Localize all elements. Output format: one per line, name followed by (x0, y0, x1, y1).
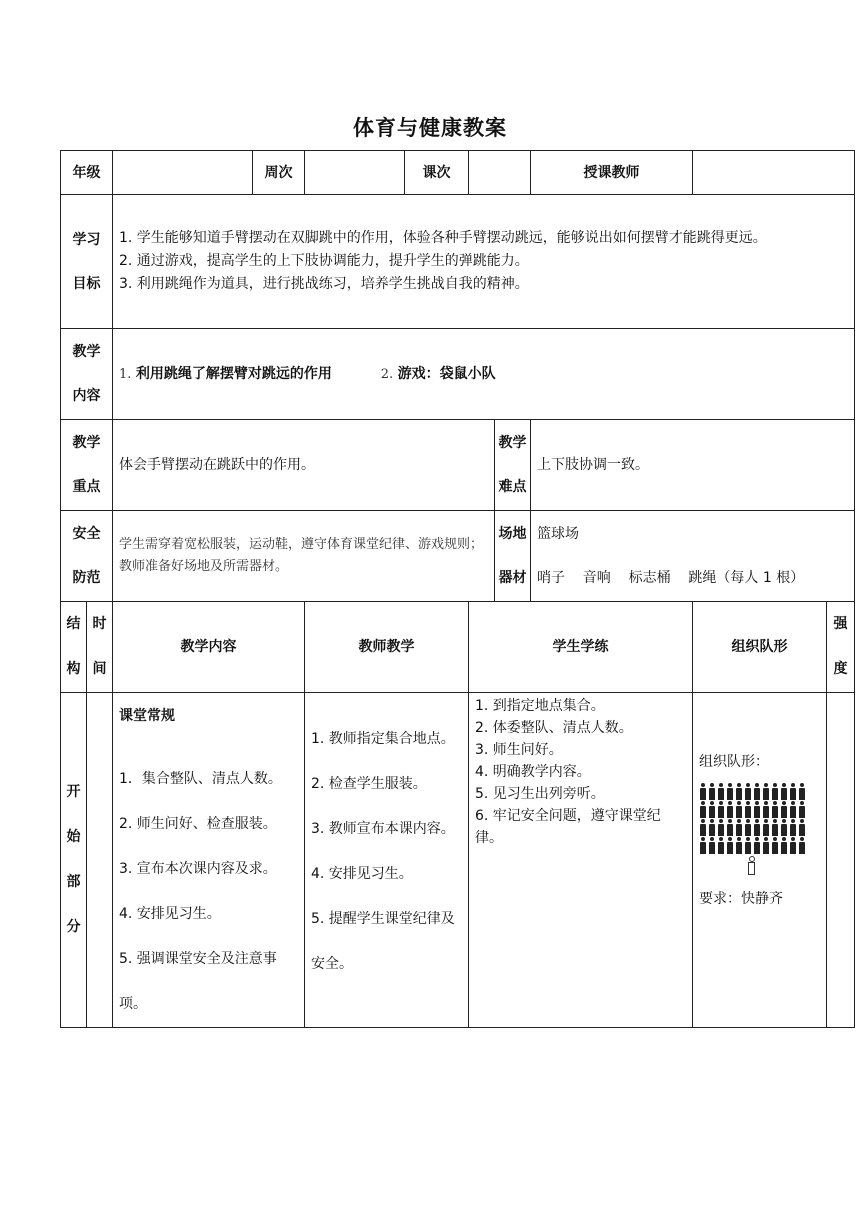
student-figure-icon (699, 783, 706, 800)
student-figure-icon (726, 819, 733, 836)
student-list (475, 695, 686, 849)
student-figure-icon (753, 783, 760, 800)
goals-row (61, 195, 855, 329)
start-intensity (827, 693, 855, 1028)
goal-item: 1. 学生能够知道手臂摆动在双脚跳中的作用，体验各种手臂摆动跳远，能够说出如何摆臂才能跳得更远。 (119, 230, 767, 246)
student-figure-icon (726, 801, 733, 818)
grade-value (113, 151, 253, 195)
col-intensity: 强 度 (827, 602, 855, 693)
student-figure-icon (789, 783, 796, 800)
week-label: 周次 (253, 151, 305, 195)
list-item: 1. 教师指定集合地点。 (311, 731, 455, 747)
goals-list (113, 195, 855, 329)
student-figure-icon (717, 783, 724, 800)
student-figure-icon (744, 801, 751, 818)
student-figure-icon (789, 801, 796, 818)
student-figure-icon (789, 819, 796, 836)
col-content: 教学内容 (113, 602, 305, 693)
student-figure-icon (735, 837, 742, 854)
student-figure-icon (789, 837, 796, 854)
col-time: 时 间 (87, 602, 113, 693)
list-item: 5. 强调课堂安全及注意事项。 (119, 951, 277, 1012)
student-figure-icon (699, 819, 706, 836)
student-figure-icon (798, 783, 805, 800)
list-item: 6. 牢记安全问题，遵守课堂纪律。 (475, 808, 661, 846)
lesson-label: 课次 (405, 151, 469, 195)
start-structure: 开 始 部 分 (61, 693, 87, 1028)
student-figure-icon (735, 801, 742, 818)
student-figure-icon (744, 783, 751, 800)
student-figure-icon (708, 783, 715, 800)
start-teacher (305, 693, 469, 1028)
formation-label: 组织队形： (699, 754, 769, 770)
col-structure: 结 构 (61, 602, 87, 693)
lesson-value (469, 151, 531, 195)
student-figure-icon (708, 837, 715, 854)
student-figure-icon (744, 819, 751, 836)
student-figure-icon (771, 837, 778, 854)
student-figure-icon (717, 837, 724, 854)
student-figure-icon (762, 801, 769, 818)
start-content (113, 693, 305, 1028)
start-section-row (61, 693, 855, 1028)
content-list (119, 757, 298, 1027)
student-figure-icon (762, 783, 769, 800)
student-figure-icon (798, 819, 805, 836)
content-item-2: 游戏：袋鼠小队 (397, 365, 496, 382)
teacher-figure-icon (747, 856, 755, 874)
start-time (87, 693, 113, 1028)
content-item-1: 利用跳绳了解摆臂对跳远的作用 (135, 365, 332, 382)
list-item: 2. 师生问好、检查服装。 (119, 816, 277, 832)
teacher-label: 授课教师 (531, 151, 693, 195)
safety-label: 安全 防范 (61, 511, 113, 602)
list-item: 3. 教师宣布本课内容。 (311, 821, 455, 837)
student-figure-icon (699, 837, 706, 854)
student-figure-icon (717, 801, 724, 818)
list-item: 1．集合整队、清点人数。 (119, 771, 282, 787)
list-item: 4. 安排见习生。 (311, 866, 413, 882)
venue-label: 场地 器材 (495, 511, 531, 602)
student-figure-icon (798, 801, 805, 818)
student-figure-icon (708, 801, 715, 818)
content-row (61, 329, 855, 420)
student-figure-icon (780, 837, 787, 854)
teacher-value (693, 151, 855, 195)
student-figure-icon (735, 783, 742, 800)
student-figure-icon (771, 801, 778, 818)
student-figure-icon (762, 837, 769, 854)
col-teacher: 教师教学 (305, 602, 469, 693)
content-title: 课堂常规 (119, 708, 175, 724)
goal-item: 2. 通过游戏，提高学生的上下肢协调能力，提升学生的弹跳能力。 (119, 253, 529, 269)
student-figure-icon (726, 783, 733, 800)
list-item: 4. 安排见习生。 (119, 906, 221, 922)
venue-value: 篮球场 哨子 音响 标志桶 跳绳（每人 1 根） (531, 511, 855, 602)
list-item: 2. 体委整队、清点人数。 (475, 720, 633, 736)
student-figure-icon (780, 801, 787, 818)
student-figure-icon (753, 837, 760, 854)
col-student: 学生学练 (469, 602, 693, 693)
header-row (61, 151, 855, 195)
student-figure-icon (708, 819, 715, 836)
list-item: 5. 见习生出列旁听。 (475, 786, 605, 802)
grade-label: 年级 (61, 151, 113, 195)
student-figure-icon (753, 801, 760, 818)
goal-item: 3. 利用跳绳作为道具，进行挑战练习，培养学生挑战自我的精神。 (119, 276, 529, 292)
teacher-list (311, 717, 462, 987)
difficulty-label: 教学 难点 (495, 420, 531, 511)
list-item: 3. 宣布本次课内容及求。 (119, 861, 277, 877)
list-item: 3. 师生问好。 (475, 742, 563, 758)
difficulty-value: 上下肢协调一致。 (531, 420, 855, 511)
student-figure-icon (726, 837, 733, 854)
week-value (305, 151, 405, 195)
safety-row (61, 511, 855, 602)
student-figure-icon (735, 819, 742, 836)
student-figure-icon (744, 837, 751, 854)
start-student (469, 693, 693, 1028)
student-figure-icon (771, 819, 778, 836)
start-formation (693, 693, 827, 1028)
list-item: 4. 明确教学内容。 (475, 764, 591, 780)
key-points-label: 教学 重点 (61, 420, 113, 511)
goals-label: 学习 目标 (61, 195, 113, 329)
content-value: 1. 利用跳绳了解摆臂对跳远的作用 2. 游戏：袋鼠小队 (113, 329, 855, 420)
list-item: 5. 提醒学生课堂纪律及安全。 (311, 911, 455, 972)
list-item: 2. 检查学生服装。 (311, 776, 427, 792)
formation-requirement: 要求：快静齐 (699, 891, 783, 907)
student-formation-icon (699, 783, 820, 854)
student-figure-icon (771, 783, 778, 800)
student-figure-icon (762, 819, 769, 836)
student-figure-icon (780, 819, 787, 836)
safety-value: 学生需穿着宽松服装，运动鞋，遵守体育课堂纪律、游戏规则；教师准备好场地及所需器材。 (113, 511, 495, 602)
list-item: 1. 到指定地点集合。 (475, 698, 605, 714)
student-figure-icon (753, 819, 760, 836)
key-points-value: 体会手臂摆动在跳跃中的作用。 (113, 420, 495, 511)
student-figure-icon (780, 783, 787, 800)
key-points-row (61, 420, 855, 511)
student-figure-icon (717, 819, 724, 836)
student-figure-icon (699, 801, 706, 818)
col-formation: 组织队形 (693, 602, 827, 693)
page-title: 体育与健康教案 (353, 116, 507, 140)
lesson-plan-table (60, 150, 855, 1028)
content-label: 教学 内容 (61, 329, 113, 420)
column-header-row (61, 602, 855, 693)
student-figure-icon (798, 837, 805, 854)
